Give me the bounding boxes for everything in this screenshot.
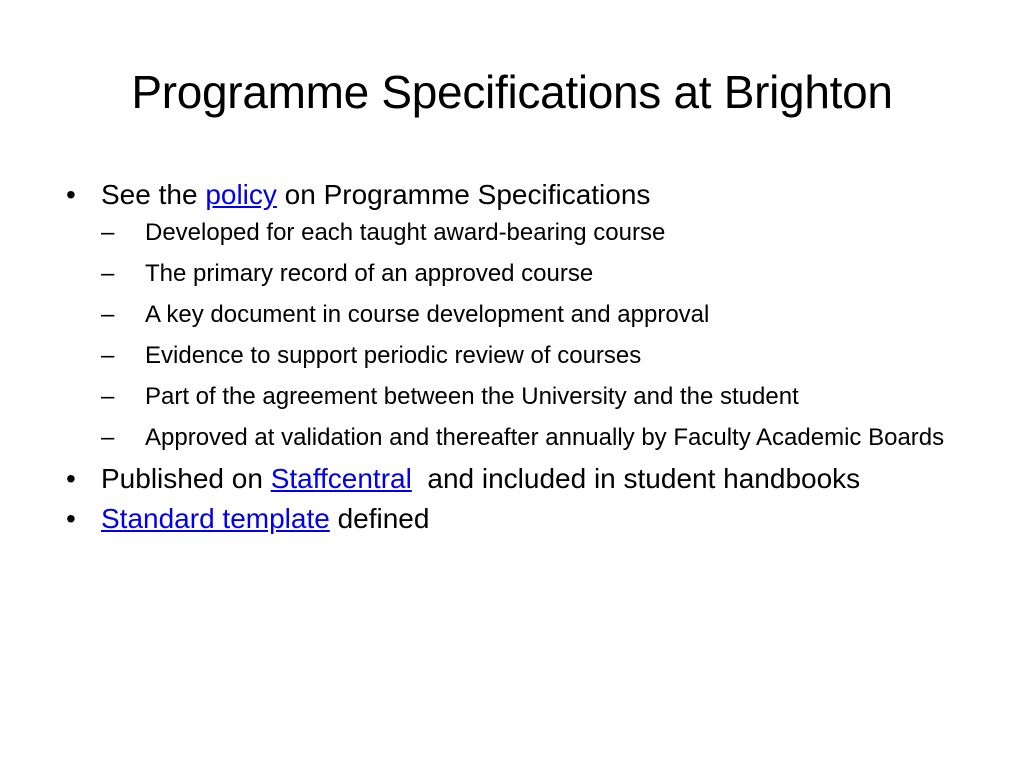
bullet-item-policy: [66, 178, 966, 454]
sub-item: [101, 421, 966, 454]
sub-item-text: Part of the agreement between the University and the student: [145, 383, 799, 410]
bullet-text-suffix: on Programme Specifications: [276, 179, 651, 210]
bullet-text-prefix: See the: [101, 179, 206, 210]
sub-item-text: A key document in course development and approval: [145, 301, 710, 328]
standard-template-link[interactable]: Standard template: [101, 503, 330, 534]
dash-icon: –: [101, 260, 115, 287]
dash-icon: –: [101, 301, 115, 328]
sub-item-text: Developed for each taught award-bearing course: [145, 219, 666, 246]
sub-item: [101, 380, 966, 413]
sub-item: [101, 339, 966, 372]
bullet-text-suffix: defined: [329, 503, 430, 534]
bullet-item-staffcentral: [66, 462, 966, 496]
bullet-text-suffix: and included in student handbooks: [411, 463, 861, 494]
dash-icon: –: [101, 219, 115, 246]
sub-item-text: Evidence to support periodic review of courses: [145, 342, 642, 369]
sub-item-text: The primary record of an approved course: [145, 260, 594, 287]
sub-bullet-list: [101, 216, 966, 454]
sub-item: [101, 298, 966, 331]
bullet-dot-icon: •: [66, 503, 76, 534]
bullet-text-prefix: Published on: [101, 463, 271, 494]
bullet-list: [66, 178, 966, 542]
staffcentral-link[interactable]: Staffcentral: [270, 463, 412, 494]
slide-title: Programme Specifications at Brighton: [131, 66, 893, 118]
dash-icon: –: [101, 342, 115, 369]
dash-icon: –: [101, 424, 115, 451]
sub-item-text: Approved at validation and thereafter annually by Faculty Academic Boards: [145, 424, 945, 451]
bullet-dot-icon: •: [66, 463, 76, 494]
dash-icon: –: [101, 383, 115, 410]
policy-link[interactable]: policy: [205, 179, 277, 210]
sub-item: [101, 216, 966, 249]
bullet-item-template: [66, 502, 966, 536]
sub-item: [101, 257, 966, 290]
bullet-dot-icon: •: [66, 179, 76, 210]
